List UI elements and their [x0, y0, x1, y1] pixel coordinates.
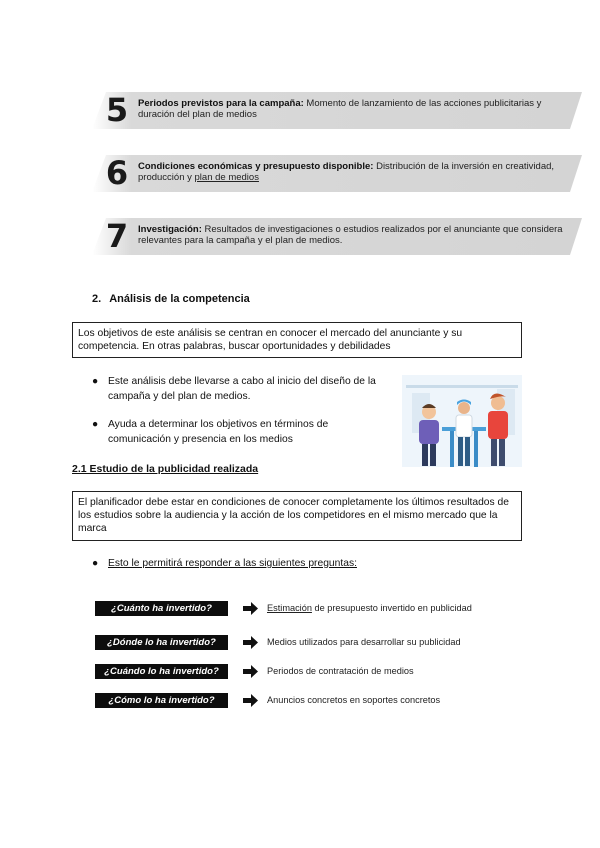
answer-text: Medios utilizados para desarrollar su publicidad [267, 637, 461, 647]
planner-box: El planificador debe estar en condiciones de conocer completamente los últimos resultados de los estudios sobre la audiencia y la acción de los competidores en el mismo mercado que la marca [72, 491, 522, 541]
section-title-2-1: 2.1 Estudio de la publicidad realizada [72, 463, 259, 475]
section-title-2 [92, 293, 250, 305]
bullet-icon: ● [92, 558, 99, 569]
list-item-text: Ayuda a determinar los objetivos en términos de comunicación y presencia en los medios [108, 419, 329, 445]
question-label: ¿Cuánto ha invertido? [95, 601, 228, 616]
answer-text: Periodos de contratación de medios [267, 666, 414, 676]
list-item-text: Esto le permitirá responder a las siguientes preguntas: [108, 558, 357, 569]
banner-description: Distribución de la inversión en creatividad, producción y [138, 161, 555, 183]
list-item [92, 417, 382, 447]
banner-text [138, 224, 568, 246]
section-heading: Análisis de la competencia [109, 293, 250, 305]
question-answer [267, 635, 461, 650]
banner-number: 7 [105, 217, 129, 255]
list-item [92, 556, 492, 571]
question-row [95, 601, 555, 616]
right-arrow-icon [243, 602, 258, 615]
question-row [95, 635, 555, 650]
banner-title: Periodos previstos para la campaña: [138, 98, 304, 109]
bullet-icon: ● [92, 419, 99, 430]
banner-description: Resultados de investigaciones o estudios realizados por el anunciante que considera relevantes para la campaña y el plan de medios. [138, 224, 563, 246]
section-number: 2. [92, 293, 102, 305]
banner-title: Condiciones económicas y presupuesto disponible: [138, 161, 374, 172]
question-answer [267, 693, 440, 708]
competition-objectives-box: Los objetivos de este análisis se centran en conocer el mercado del anunciante y su competencia. En otras palabras, buscar oportunidades y debilidades [72, 322, 522, 358]
banner-text [138, 161, 568, 183]
answer-text: Anuncios concretos en soportes concretos [267, 695, 441, 705]
banner-number: 5 [105, 91, 129, 129]
question-label: ¿Cómo lo ha invertido? [95, 693, 228, 708]
question-row [95, 693, 555, 708]
right-arrow-icon [243, 665, 258, 678]
bullet-icon: ● [92, 376, 99, 387]
question-answer [267, 601, 472, 616]
answer-link[interactable]: Estimación [267, 603, 312, 613]
banner-number: 6 [105, 154, 129, 192]
list-item [92, 374, 382, 404]
people-meeting-illustration [402, 375, 522, 467]
question-label: ¿Cuándo lo ha invertido? [95, 664, 228, 679]
answer-text: de presupuesto invertido en publicidad [311, 603, 472, 613]
plan-de-medios-link[interactable]: plan de medios [194, 172, 259, 183]
right-arrow-icon [243, 694, 258, 707]
question-answer [267, 664, 414, 679]
banner-description: Momento de lanzamiento de las acciones publicitarias y duración del plan de medios [138, 98, 542, 120]
right-arrow-icon [243, 636, 258, 649]
question-label: ¿Dónde lo ha invertido? [95, 635, 228, 650]
question-row [95, 664, 555, 679]
banner-text [138, 98, 568, 120]
list-item-text: Este análisis debe llevarse a cabo al inicio del diseño de la campaña y del plan de medios. [108, 376, 376, 402]
banner-title: Investigación: [138, 224, 202, 235]
